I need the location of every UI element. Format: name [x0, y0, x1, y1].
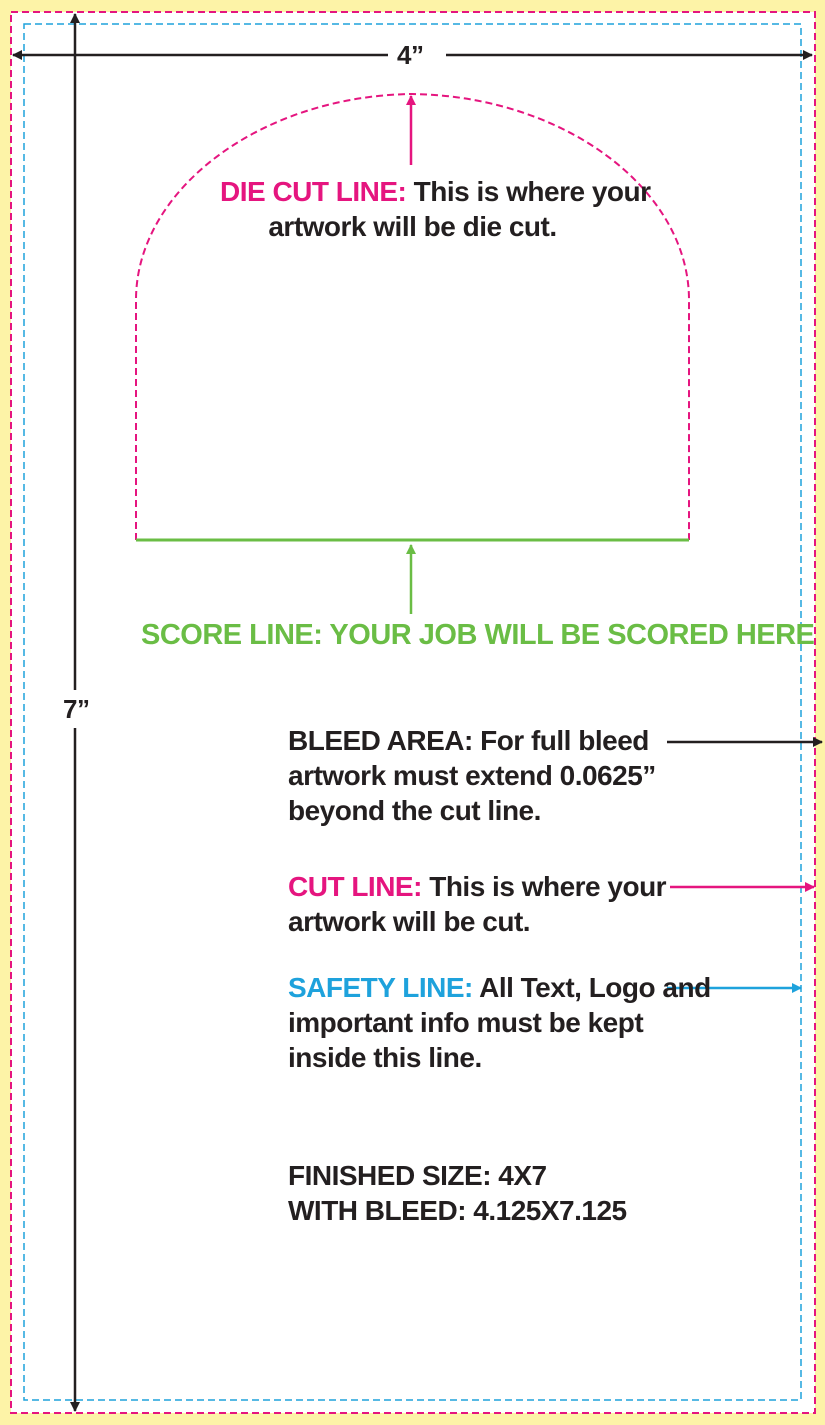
- cut-title: CUT LINE:: [288, 871, 422, 902]
- size-info: [288, 1158, 627, 1228]
- bleed-text-3: beyond the cut line.: [288, 795, 541, 826]
- cut-callout-line1: [288, 869, 666, 904]
- width-label: 4”: [397, 40, 424, 70]
- safety-text-1: All Text, Logo and: [479, 972, 711, 1003]
- bleed-text-2: artwork must extend 0.0625”: [288, 760, 656, 791]
- finished-size: FINISHED SIZE: 4X7: [288, 1160, 547, 1191]
- bleed-callout-line1: [288, 723, 656, 758]
- die-cut-text-1: This is where your: [413, 176, 651, 207]
- safety-title: SAFETY LINE:: [288, 972, 473, 1003]
- cut-text-2: artwork will be cut.: [288, 906, 531, 937]
- bleed-callout: [288, 723, 656, 828]
- with-bleed-size: WITH BLEED: 4.125X7.125: [288, 1195, 627, 1226]
- die-cut-callout: [220, 174, 651, 244]
- safety-callout-line1: [288, 970, 711, 1005]
- safety-text-2: important info must be kept: [288, 1007, 644, 1038]
- die-cut-text-2: artwork will be die cut.: [268, 211, 557, 242]
- cut-text-1: This is where your: [429, 871, 667, 902]
- bleed-title: BLEED AREA:: [288, 725, 473, 756]
- bleed-text-1: For full bleed: [480, 725, 649, 756]
- die-cut-callout-line1: [220, 174, 651, 209]
- safety-text-3: inside this line.: [288, 1042, 482, 1073]
- safety-callout: [288, 970, 711, 1075]
- height-label: 7”: [63, 694, 90, 724]
- score-callout: SCORE LINE: YOUR JOB WILL BE SCORED HERE: [141, 619, 815, 651]
- cut-callout: [288, 869, 666, 939]
- die-cut-title: DIE CUT LINE:: [220, 176, 407, 207]
